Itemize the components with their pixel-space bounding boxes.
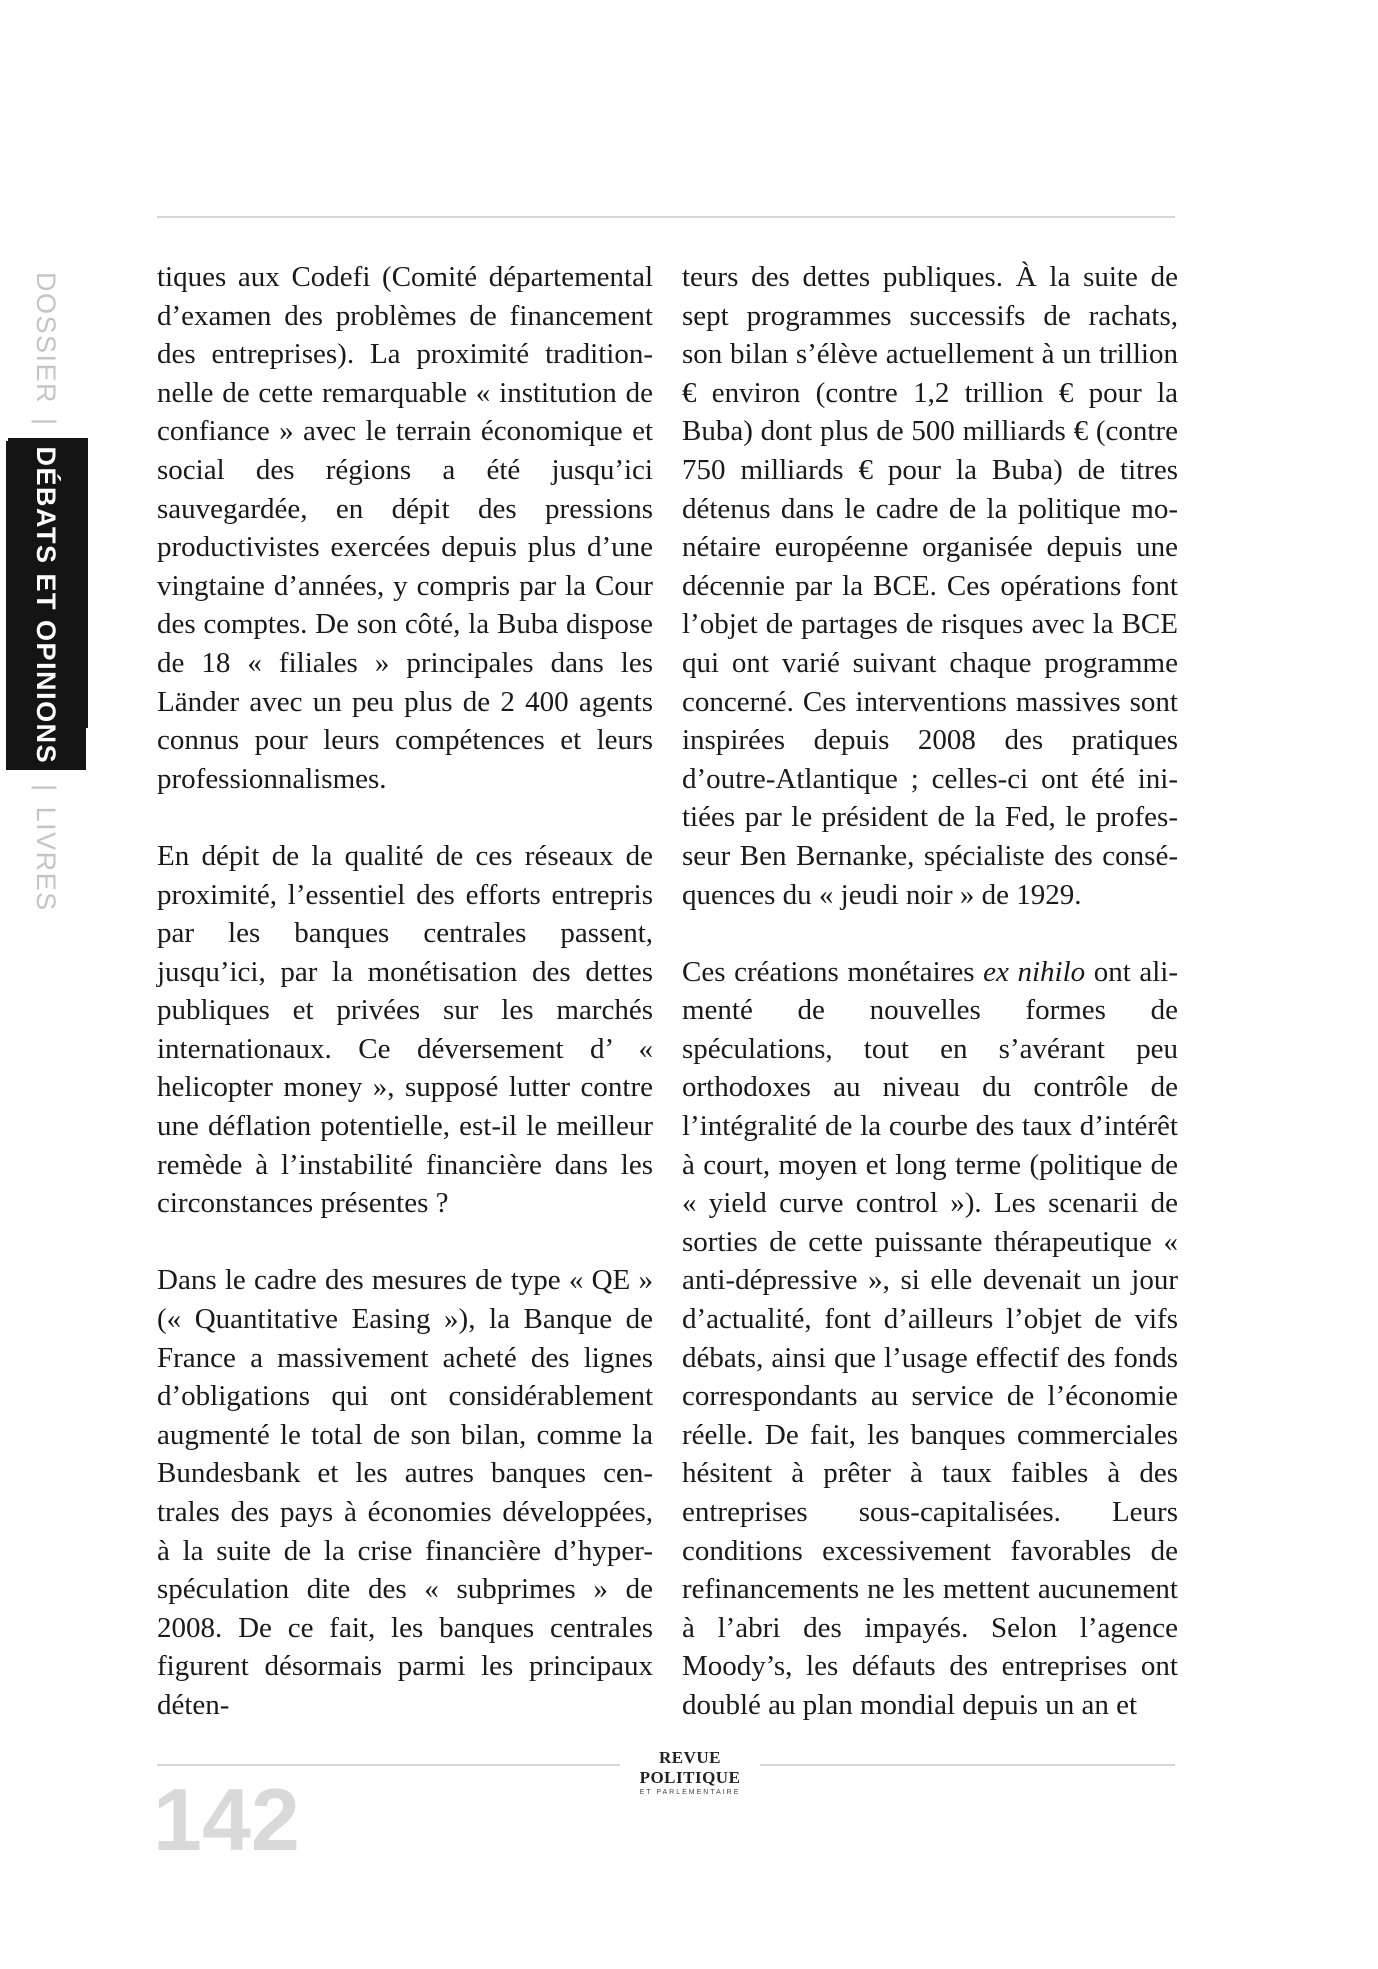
section-livres: LIVRES <box>31 806 62 912</box>
paragraph: En dépit de la qualité de ces réseaux de proximité, l’essentiel des efforts entrepris par les banques centrales passent, jusqu’ici, par la monétisation des dettes publiques et privées sur les marchés internationaux. Ce déversement d’ « helicopter money », supposé lutter contre une déflation potentielle, est-il le meilleur remède à l’instabilité financière dans les circonstances présentes ? <box>157 839 653 1220</box>
paragraph-text: ont alimenté de nouvelles formes de spéculations, tout en s’avérant peu orthodoxes au niveau du contrôle de l’intégralité de la courbe des taux d’intérêt à court, moyen et long terme (politique de « yield curve control »). Les scenarii de sorties de cette puissante thérapeutique « anti-dépressive », si elle devenait un jour d’actualité, font d’ailleurs l’objet de vifs débats, ainsi que l’usage effectif des fonds correspondants au service de l’économie réelle. De fait, les banques commerciales hésitent à prêter à taux faibles à des entreprises sous-capitalisées. Leurs conditions excessivement favorables de refinancements ne les mettent aucunement à l’abri des impayés. Selon l’agence Moody’s, les défauts des entreprises ont doublé au plan mondial depuis un an et <box>682 955 1179 1721</box>
text-column-right <box>682 258 1178 1725</box>
page-number: 142 <box>153 1770 300 1869</box>
paragraph: tiques aux Codefi (Comité départemental d’examen des problèmes de financement des entreprises). La proximité traditionnelle de cette remarquable « institution de confiance » avec le terrain économique et social des régions a été jusqu’ici sauvegardée, en dépit des pressions productivistes exercées depuis plus d’une vingtaine d’années, y compris par la Cour des comptes. De son côté, la Buba dispose de 18 « filiales » principales dans les Länder avec un peu plus de 2 400 agents connus pour leurs compétences et leurs professionnalismes. <box>157 261 653 795</box>
section-debats-et-opinions: DÉBATS ET OPINIONS <box>6 441 86 771</box>
text-column-left <box>157 258 653 1725</box>
section-separator: | <box>31 784 62 793</box>
paragraph: Dans le cadre des mesures de type « QE » (« Quantitative Easing »), la Banque de France a massivement acheté des lignes d’obligations qui ont considérablement augmenté le total de son bilan, comme la Bundesbank et les autres banques centrales des pays à économies développées, à la suite de la crise financière d’hyper-spéculation dite des « subprimes » de 2008. De ce fait, les banques centrales figurent désormais parmi les principaux déten- <box>157 1264 653 1721</box>
logo-title: REVUE POLITIQUE <box>639 1748 741 1787</box>
section-side-tab <box>8 264 88 912</box>
section-dossier: DOSSIER <box>31 272 62 405</box>
top-rule <box>157 216 1175 218</box>
section-navigation-label <box>8 264 88 912</box>
paragraph <box>682 953 1178 1725</box>
logo-subtitle: ET PARLEMENTAIRE <box>639 1789 741 1796</box>
paragraph-text: Ces créations monétaires <box>682 955 984 988</box>
section-separator: | <box>31 418 62 427</box>
paragraph: teurs des dettes publiques. À la suite de sept programmes successifs de rachats, son bilan s’élève actuellement à un trillion € environ (contre 1,2 trillion € pour la Buba) dont plus de 500 milliards € (contre 750 milliards € pour la Buba) de titres détenus dans le cadre de la politique monétaire européenne organisée depuis une décennie par la BCE. Ces opérations font l’objet de partages de risques avec la BCE qui ont varié suivant chaque programme concerné. Ces interventions massives sont inspirées depuis 2008 des pratiques d’outre-Atlantique ; celles-ci ont été initiées par le président de la Fed, le professeur Ben Bernanke, spécialiste des conséquences du « jeudi noir » de 1929. <box>682 261 1178 911</box>
italic-term: ex nihilo <box>983 955 1086 988</box>
revue-politique-logo <box>620 1748 760 1796</box>
